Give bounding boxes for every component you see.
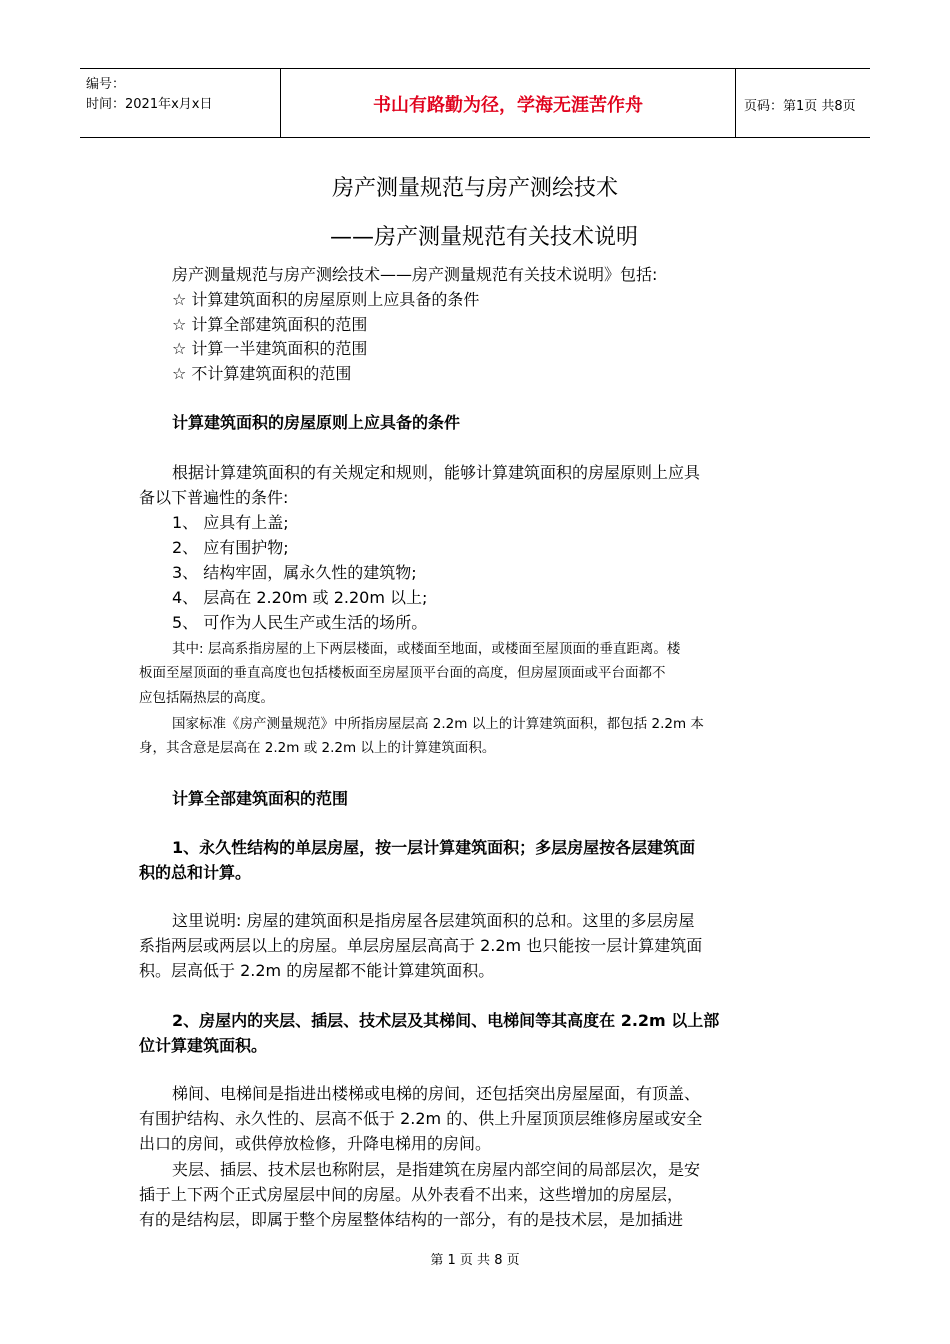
motto-text: 书山有路勤为径，学海无涯苦作舟 (373, 95, 643, 116)
note-line: 板面至屋顶面的垂直高度也包括楼板面至房屋顶平台面的高度，但房屋顶面或平台面都不 (139, 665, 666, 681)
paragraph-line: 积。层高低于 2.2m 的房屋都不能计算建筑面积。 (139, 961, 495, 980)
page-subtitle: ——房产测量规范有关技术说明 (330, 225, 639, 250)
paragraph-line: 夹层、插层、技术层也称附层，是指建筑在房屋内部空间的局部层次，是安 (172, 1160, 701, 1179)
note-line: 身，其含意是层高在 2.2m 或 2.2m 以上的计算建筑面积。 (139, 740, 496, 756)
header-page-cell (736, 69, 870, 137)
paragraph-line: 插于上下两个正式房屋层中间的房屋。从外表看不出来，这些增加的房屋层， (139, 1185, 684, 1204)
paragraph-line: 出口的房间，或供停放检修，升降电梯用的房间。 (139, 1134, 492, 1153)
note-line: 其中: 层高系指房屋的上下两层楼面，或楼面至地面，或楼面至屋顶面的垂直距离。楼 (172, 641, 681, 657)
paragraph-line: 有的是结构层，即属于整个房屋整体结构的一部分，有的是技术层，是加插进 (139, 1210, 684, 1229)
condition-item: 3、 结构牢固，属永久性的建筑物; (172, 563, 417, 582)
item-heading-line: 1、永久性结构的单层房屋，按一层计算建筑面积；多层房屋按各层建筑面 (172, 838, 696, 857)
paragraph-line: 备以下普遍性的条件: (139, 488, 289, 507)
header-meta-cell (80, 69, 280, 137)
toc-item: ☆ 计算一半建筑面积的范围 (172, 339, 368, 358)
condition-item: 5、 可作为人民生产或生活的场所。 (172, 613, 428, 632)
item-heading-line: 积的总和计算。 (139, 863, 252, 882)
paragraph-line: 有围护结构、永久性的、层高不低于 2.2m 的、供上升屋顶顶层维修房屋或安全 (139, 1109, 703, 1128)
item-heading-line: 2、房屋内的夹层、插层、技术层及其梯间、电梯间等其高度在 2.2m 以上部 (172, 1011, 720, 1030)
number-label: 编号： (86, 77, 126, 92)
toc-item: ☆ 计算建筑面积的房屋原则上应具备的条件 (172, 290, 480, 309)
toc-item: ☆ 不计算建筑面积的范围 (172, 364, 352, 383)
toc-item: ☆ 计算全部建筑面积的范围 (172, 315, 368, 334)
paragraph-line: 梯间、电梯间是指进出楼梯或电梯的房间，还包括突出房屋屋面，有顶盖、 (172, 1084, 701, 1103)
document-header (80, 68, 870, 138)
item-heading-line: 位计算建筑面积。 (139, 1036, 268, 1055)
section-heading: 计算建筑面积的房屋原则上应具备的条件 (172, 413, 461, 432)
condition-item: 1、 应具有上盖; (172, 513, 289, 532)
paragraph-line: 系指两层或两层以上的房屋。单层房屋层高高于 2.2m 也只能按一层计算建筑面 (139, 936, 703, 955)
time-label: 时间：2021年x月x日 (86, 97, 213, 112)
note-line: 国家标准《房产测量规范》中所指房屋层高 2.2m 以上的计算建筑面积，都包括 2.2m 本 (172, 716, 704, 732)
note-line: 应包括隔热层的高度。 (139, 690, 274, 706)
header-motto-cell (280, 69, 736, 137)
page-info: 页码：第1页 共8页 (744, 99, 856, 114)
condition-item: 2、 应有围护物; (172, 538, 289, 557)
section-heading: 计算全部建筑面积的范围 (172, 789, 349, 808)
paragraph-line: 这里说明: 房屋的建筑面积是指房屋各层建筑面积的总和。这里的多层房屋 (172, 911, 695, 930)
intro-text: 房产测量规范与房产测绘技术——房产测量规范有关技术说明》包括: (172, 265, 658, 284)
condition-item: 4、 层高在 2.20m 或 2.20m 以上; (172, 588, 428, 607)
page-footer: 第 1 页 共 8 页 (430, 1253, 520, 1268)
paragraph-line: 根据计算建筑面积的有关规定和规则，能够计算建筑面积的房屋原则上应具 (172, 463, 701, 482)
page-title: 房产测量规范与房产测绘技术 (331, 176, 618, 201)
